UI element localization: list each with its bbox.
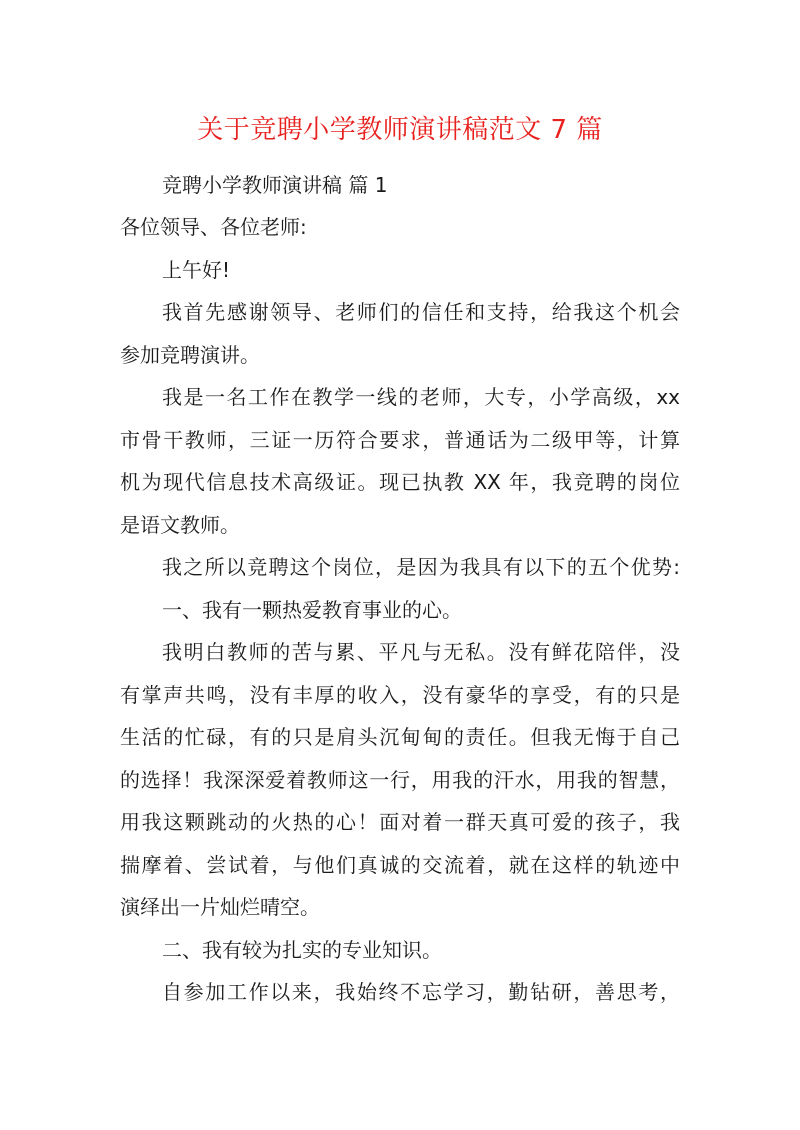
subheading: 二、我有较为扎实的专业知识。	[162, 938, 442, 962]
paragraph-line: 我首先感谢领导、老师们的信任和支持，给我这个机会	[162, 300, 680, 324]
paragraph-line: 是语文教师。	[120, 513, 240, 537]
paragraph-line: 揣摩着、尝试着，与他们真诚的交流着，就在这样的轨迹中	[120, 853, 680, 877]
subheading: 一、我有一颗热爱教育事业的心。	[162, 598, 462, 622]
paragraph-line: 市骨干教师，三证一历符合要求，普通话为二级甲等，计算	[120, 428, 680, 452]
paragraph-line: 用我这颗跳动的火热的心！面对着一群天真可爱的孩子，我	[120, 810, 680, 834]
section-heading: 竞聘小学教师演讲稿 篇 1	[162, 173, 388, 197]
paragraph-line: 我之所以竞聘这个岗位，是因为我具有以下的五个优势:	[162, 555, 680, 579]
paragraph-line: 我是一名工作在教学一线的老师，大专，小学高级，xx	[162, 385, 680, 409]
document-title: 关于竞聘小学教师演讲稿范文 7 篇	[197, 115, 603, 145]
paragraph-line: 有掌声共鸣，没有丰厚的收入，没有豪华的享受，有的只是	[120, 683, 680, 707]
greeting: 上午好!	[162, 258, 231, 282]
paragraph-line: 演绎出一片灿烂晴空。	[120, 895, 320, 919]
paragraph-line: 的选择！我深深爱着教师这一行，用我的汗水，用我的智慧，	[120, 768, 680, 792]
paragraph-line: 自参加工作以来，我始终不忘学习，勤钻研，善思考，	[162, 980, 680, 1004]
salutation: 各位领导、各位老师:	[120, 215, 307, 239]
paragraph-line: 参加竞聘演讲。	[120, 343, 260, 367]
paragraph-line: 生活的忙碌，有的只是肩头沉甸甸的责任。但我无悔于自己	[120, 725, 680, 749]
paragraph-line: 机为现代信息技术高级证。现已执教 XX 年，我竞聘的岗位	[120, 470, 680, 494]
paragraph-line: 我明白教师的苦与累、平凡与无私。没有鲜花陪伴，没	[162, 640, 680, 664]
